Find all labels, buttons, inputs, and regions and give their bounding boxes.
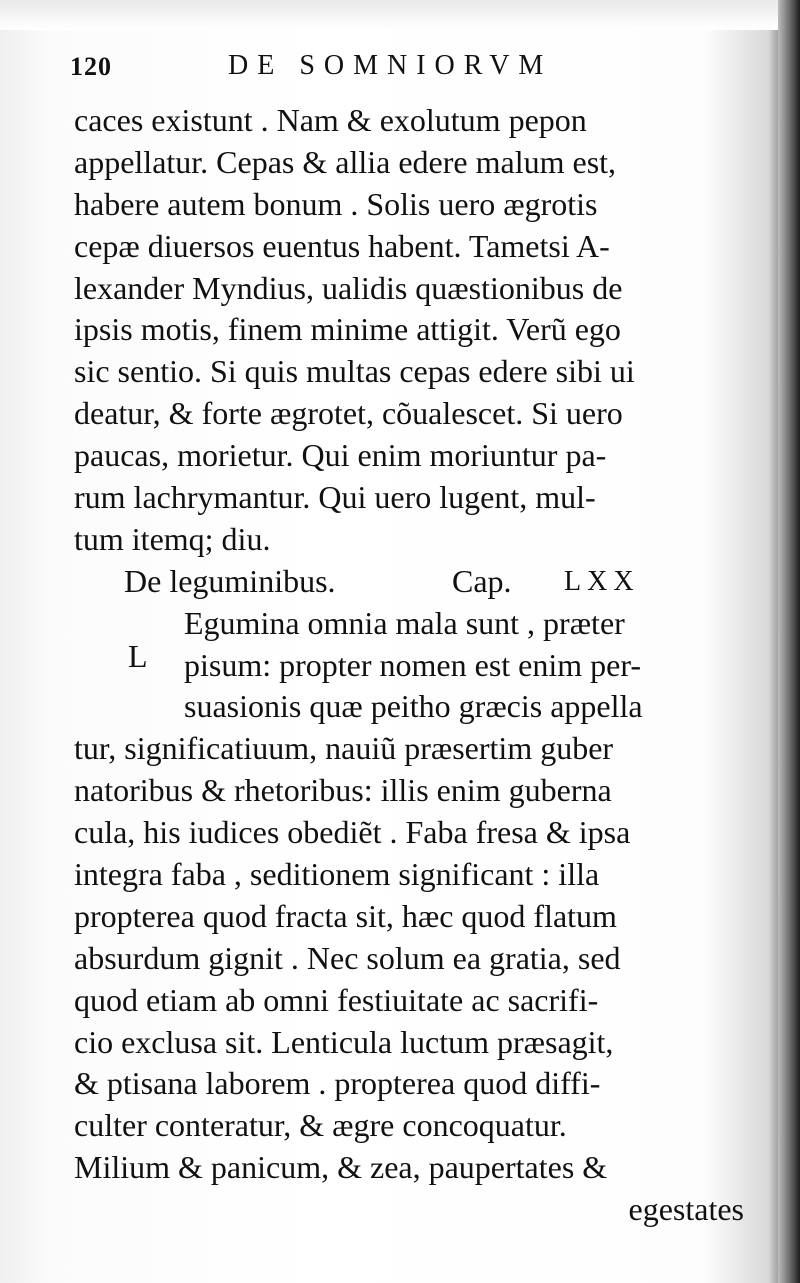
book-spine-shadow xyxy=(778,0,800,1283)
chapter-heading xyxy=(74,561,754,603)
text-line: tum itemq; diu. xyxy=(74,520,271,557)
text-line: caces existunt . Nam & exolutum pepon xyxy=(74,102,587,138)
text-line: habere autem bonum . Solis uero ægrotis xyxy=(74,185,598,222)
running-head: DE SOMNIORVM xyxy=(228,50,553,81)
page-header xyxy=(70,50,690,86)
drop-initial: L xyxy=(128,638,148,674)
catchword: egestates xyxy=(628,1191,744,1228)
text-line: quod etiam ab omni festiuitate ac sacrifi- xyxy=(74,981,599,1018)
text-line: absurdum gignit . Nec solum ea gratia, sed xyxy=(74,939,621,976)
text-line: paucas, morietur. Qui enim moriuntur pa- xyxy=(74,437,607,474)
text-line: ipsis motis, finem minime attigit. Verũ ego xyxy=(74,311,621,348)
chapter-title: De leguminibus. xyxy=(124,562,336,599)
text-line: suasionis quæ peitho græcis appella xyxy=(184,688,643,725)
text-line: cio exclusa sit. Lenticula luctum præsagit, xyxy=(74,1023,614,1060)
text-line: & ptisana laborem . propterea quod diffi- xyxy=(74,1065,601,1102)
text-line: tur, significatiuum, nauiũ præsertim guber xyxy=(74,730,614,767)
text-line: cepæ diuersos euentus habent. Tametsi A- xyxy=(74,227,610,264)
chapter-cap-label: Cap. xyxy=(452,562,512,599)
page-number: 120 xyxy=(70,52,112,81)
text-line: propterea quod fracta sit, hæc quod flatum xyxy=(74,897,617,934)
text-line: Milium & panicum, & zea, paupertates & xyxy=(74,1149,608,1186)
chapter-number: LXX xyxy=(564,565,640,597)
text-line: natoribus & rhetoribus: illis enim guberna xyxy=(74,772,612,809)
text-line: lexander Myndius, ualidis quæstionibus de xyxy=(74,269,623,306)
text-line: culter conteratur, & ægre concoquatur. xyxy=(74,1107,567,1144)
text-line: sic sentio. Si quis multas cepas edere sibi ui xyxy=(74,353,635,390)
page-top-edge xyxy=(0,0,800,30)
text-line: appellatur. Cepas & allia edere malum est, xyxy=(74,143,617,180)
text-line: deatur, & forte ægrotet, cõualescet. Si uero xyxy=(74,395,623,432)
text-line: pisum: propter nomen est enim per- xyxy=(184,646,642,683)
text-line: cula, his iudices obediẽt . Faba fresa & ipsa xyxy=(74,814,631,851)
body-text xyxy=(74,100,754,1231)
text-line: rum lachrymantur. Qui uero lugent, mul- xyxy=(74,479,596,516)
text-line: integra faba , seditionem significant : illa xyxy=(74,856,600,893)
text-line: Egumina omnia mala sunt , præter xyxy=(184,604,625,641)
